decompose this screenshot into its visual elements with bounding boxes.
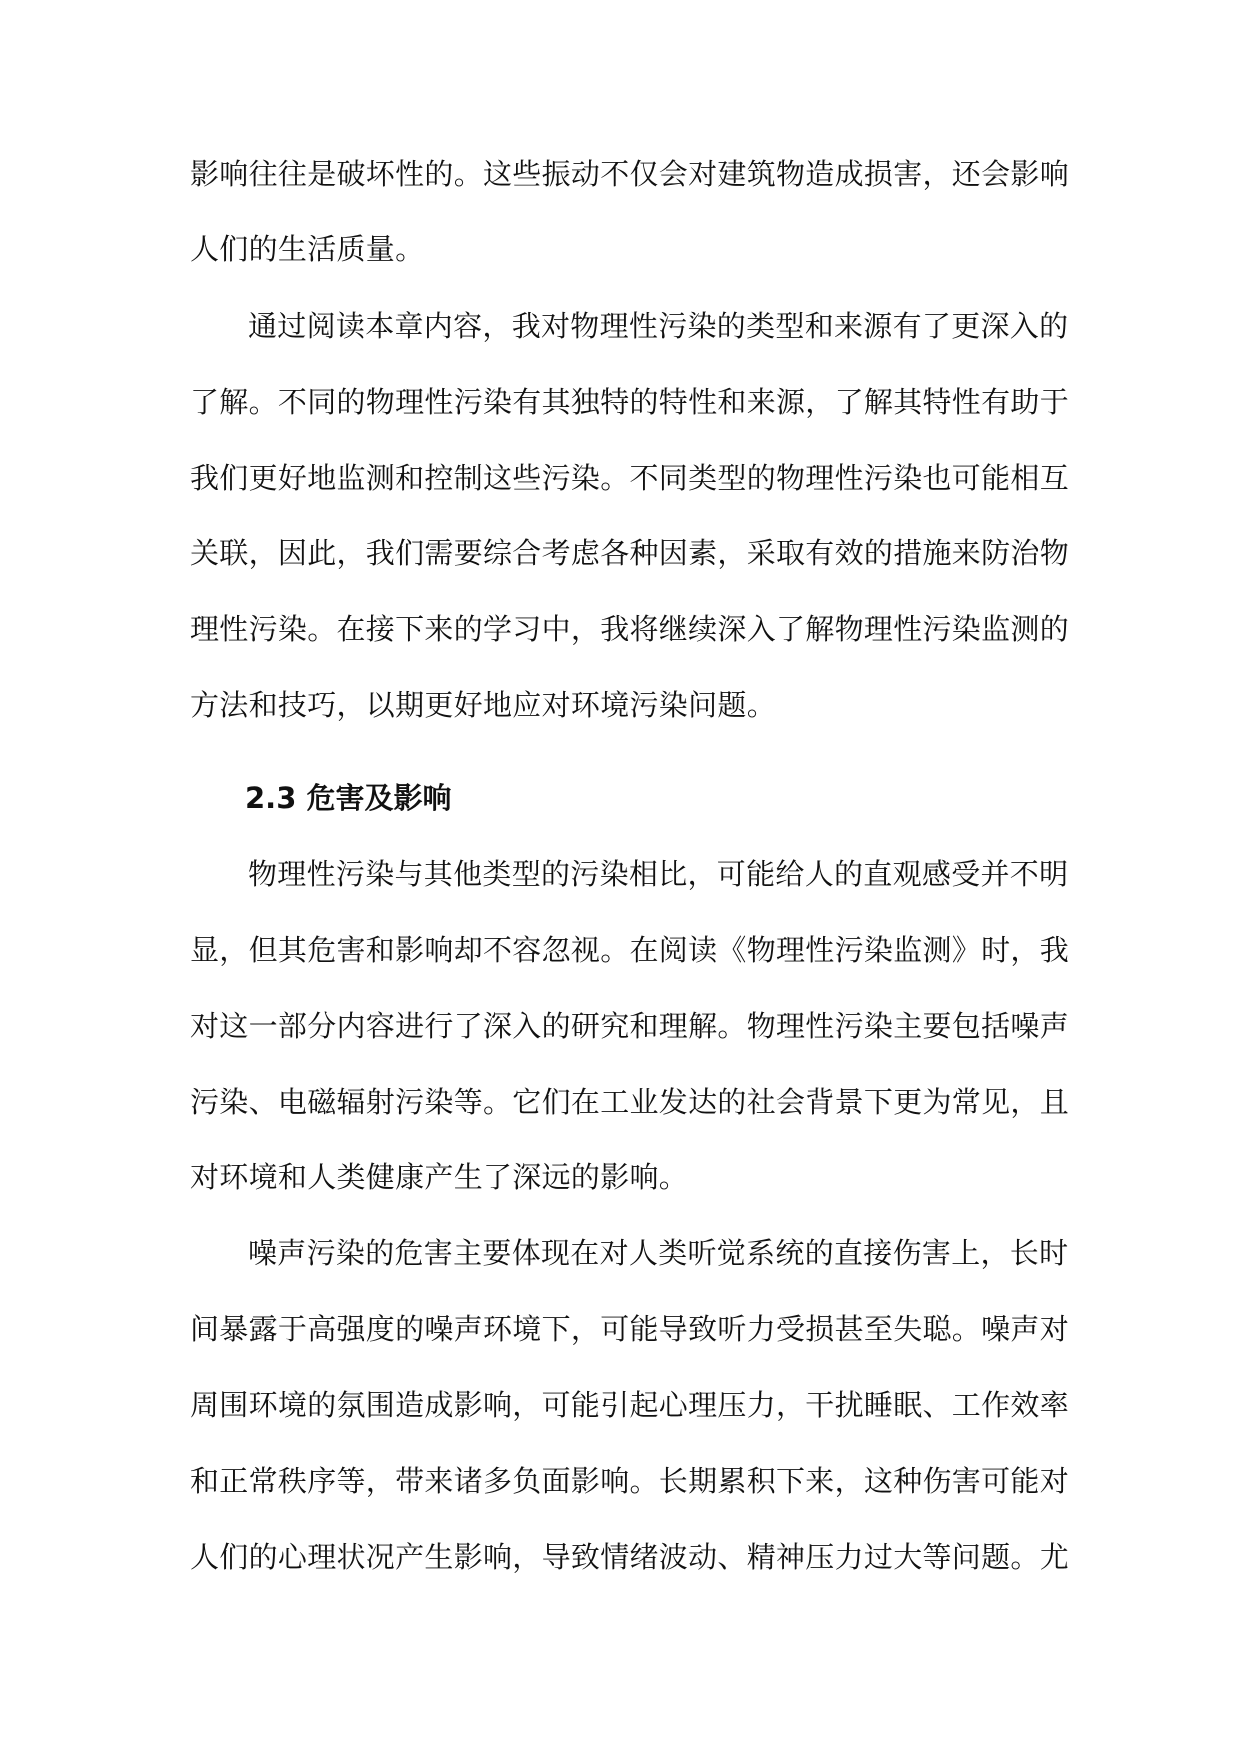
text-line: 周围环境的氛围造成影响，可能引起心理压力，干扰睡眠、工作效率: [190, 1388, 1070, 1422]
section-heading: 2.3 危害及影响: [245, 781, 452, 815]
text-line: 间暴露于高强度的噪声环境下，可能导致听力受损甚至失聪。噪声对: [190, 1312, 1070, 1346]
text-line: 对环境和人类健康产生了深远的影响。: [190, 1160, 689, 1194]
text-line: 我们更好地监测和控制这些污染。不同类型的物理性污染也可能相互: [190, 461, 1070, 495]
text-line: 关联，因此，我们需要综合考虑各种因素，采取有效的措施来防治物: [190, 536, 1070, 570]
text-line: 方法和技巧，以期更好地应对环境污染问题。: [190, 688, 777, 722]
text-line: 对这一部分内容进行了深入的研究和理解。物理性污染主要包括噪声: [190, 1009, 1070, 1043]
text-line: 显，但其危害和影响却不容忽视。在阅读《物理性污染监测》时，我: [190, 933, 1070, 967]
text-line: 人们的心理状况产生影响，导致情绪波动、精神压力过大等问题。尤: [190, 1540, 1070, 1574]
text-line: 通过阅读本章内容，我对物理性污染的类型和来源有了更深入的: [248, 309, 1069, 343]
text-line: 人们的生活质量。: [190, 232, 425, 266]
text-line: 影响往往是破坏性的。这些振动不仅会对建筑物造成损害，还会影响: [190, 157, 1070, 191]
text-line: 理性污染。在接下来的学习中，我将继续深入了解物理性污染监测的: [190, 612, 1070, 646]
text-line: 物理性污染与其他类型的污染相比，可能给人的直观感受并不明: [248, 857, 1069, 891]
text-line: 污染、电磁辐射污染等。它们在工业发达的社会背景下更为常见，且: [190, 1085, 1070, 1119]
text-line: 噪声污染的危害主要体现在对人类听觉系统的直接伤害上，长时: [248, 1236, 1069, 1270]
text-line: 了解。不同的物理性污染有其独特的特性和来源，了解其特性有助于: [190, 385, 1070, 419]
text-line: 和正常秩序等，带来诸多负面影响。长期累积下来，这种伤害可能对: [190, 1464, 1070, 1498]
